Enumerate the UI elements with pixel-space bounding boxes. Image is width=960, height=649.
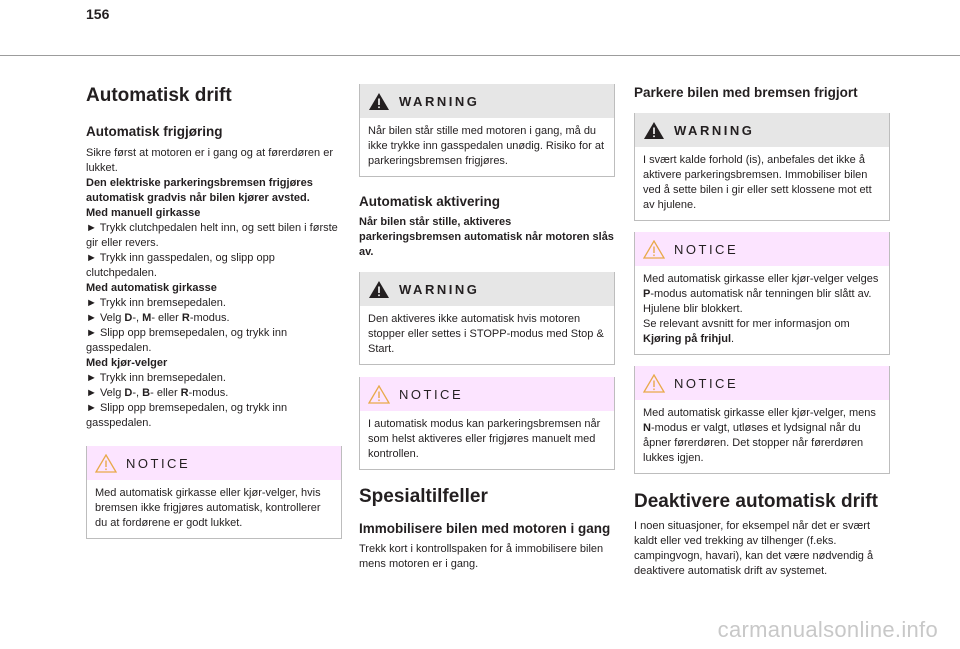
notice-title: NOTICE [126, 455, 191, 471]
warning-triangle-icon [368, 280, 390, 299]
warning-box [359, 272, 615, 365]
subheading-park: Parkere bilen med bremsen frigjort [634, 85, 858, 100]
warning-box [359, 84, 615, 177]
header-divider [0, 55, 960, 56]
section-title: Automatisk drift [86, 85, 232, 106]
selector-step-1: ► Trykk inn bremsepedalen. [86, 372, 226, 384]
deactivate-text: I noen situasjoner, for eksempel når det er svært kaldt eller ved trekking av tilhenger (f.eks. campingvogn, havari), kan det være nødvendig å deaktivere automatisk drift av systemet. [634, 520, 874, 577]
column-2 [359, 80, 615, 572]
notice-triangle-icon [643, 240, 665, 259]
warning-text: Når bilen står stille med motoren i gang, må du ikke trykke inn gasspedalen unødig. Risiko for at parkeringsbremsen frigjøres. [368, 125, 605, 167]
warning-triangle-icon [368, 92, 390, 111]
notice-triangle-icon [95, 454, 117, 473]
warning-title: WARNING [399, 93, 480, 109]
subheading-activation: Automatisk aktivering [359, 194, 501, 209]
notice-title: NOTICE [674, 375, 739, 391]
notice-triangle-icon [368, 385, 390, 404]
notice-text: Med automatisk girkasse eller kjør-velger, hvis bremsen ikke frigjøres automatisk, kontrollerer du at fordørene er godt lukket. [95, 487, 321, 529]
notice-box [86, 446, 342, 539]
notice-text: Med automatisk girkasse eller kjør-velger, mens N-modus er valgt, utløses et lydsignal når du åpner førerdøren. Det stopper når førerdøren lukkes igjen. [643, 407, 876, 464]
subheading-immobilise: Immobilisere bilen med motoren i gang [359, 521, 611, 536]
page-number: 156 [86, 6, 110, 22]
auto-step-1: ► Trykk inn bremsepedalen. [86, 297, 226, 309]
auto-step-2: ► Velg D-, M- eller R-modus. [86, 312, 230, 324]
notice-text: I automatisk modus kan parkeringsbremsen når som helst aktiveres eller frigjøres manuelt med kontrollen. [368, 418, 601, 460]
warning-triangle-icon [643, 121, 665, 140]
selector-step-2: ► Velg D-, B- eller R-modus. [86, 387, 229, 399]
warning-title: WARNING [674, 122, 755, 138]
warning-text: Den aktiveres ikke automatisk hvis motoren stopper eller settes i STOPP-modus med Stop & Start. [368, 313, 604, 355]
subheading-release: Automatisk frigjøring [86, 124, 223, 139]
selector-heading: Med kjør-velger [86, 357, 168, 369]
activation-text: Når bilen står stille, aktiveres parkeringsbremsen automatisk når motoren slås av. [359, 216, 614, 258]
warning-box [634, 113, 890, 221]
column-3 [634, 80, 890, 579]
notice-title: NOTICE [674, 241, 739, 257]
column-1 [86, 80, 342, 539]
notice-box [634, 232, 890, 355]
selector-step-3: ► Slipp opp bremsepedalen, og trykk inn gasspedalen. [86, 402, 288, 429]
manual-step-2: ► Trykk inn gasspedalen, og slipp opp clutchpedalen. [86, 252, 275, 279]
manual-step-1: ► Trykk clutchpedalen helt inn, og sett bilen i første gir eller revers. [86, 222, 338, 249]
warning-title: WARNING [399, 281, 480, 297]
notice-text: Med automatisk girkasse eller kjør-velger velges P-modus automatisk når tenningen blir slått av. Hjulene blir blokkert. Se relevant avsnitt for mer informasjon om Kjøring på frihjul. [643, 273, 879, 345]
manual-heading: Med manuell girkasse [86, 207, 201, 219]
warning-text: I svært kalde forhold (is), anbefales det ikke å aktivere parkeringsbremsen. Immobiliser bilen ved å sette bilen i gir eller sett klossene mot ett av hjulene. [643, 154, 872, 211]
notice-box [359, 377, 615, 470]
watermark: carmanualsonline.info [717, 617, 938, 642]
notice-title: NOTICE [399, 386, 464, 402]
section-title-special: Spesialtilfeller [359, 486, 488, 507]
auto-step-3: ► Slipp opp bremsepedalen, og trykk inn gasspedalen. [86, 327, 288, 354]
section-title-deactivate: Deaktivere automatisk drift [634, 491, 878, 512]
notice-box [634, 366, 890, 474]
intro-text: Sikre først at motoren er i gang og at førerdøren er lukket. [86, 147, 333, 174]
elec-text: Den elektriske parkeringsbremsen frigjøres automatisk gradvis når bilen kjører avsted. [86, 177, 313, 204]
auto-heading: Med automatisk girkasse [86, 282, 217, 294]
notice-triangle-icon [643, 374, 665, 393]
immobilise-text: Trekk kort i kontrollspaken for å immobilisere bilen mens motoren er i gang. [359, 543, 604, 570]
